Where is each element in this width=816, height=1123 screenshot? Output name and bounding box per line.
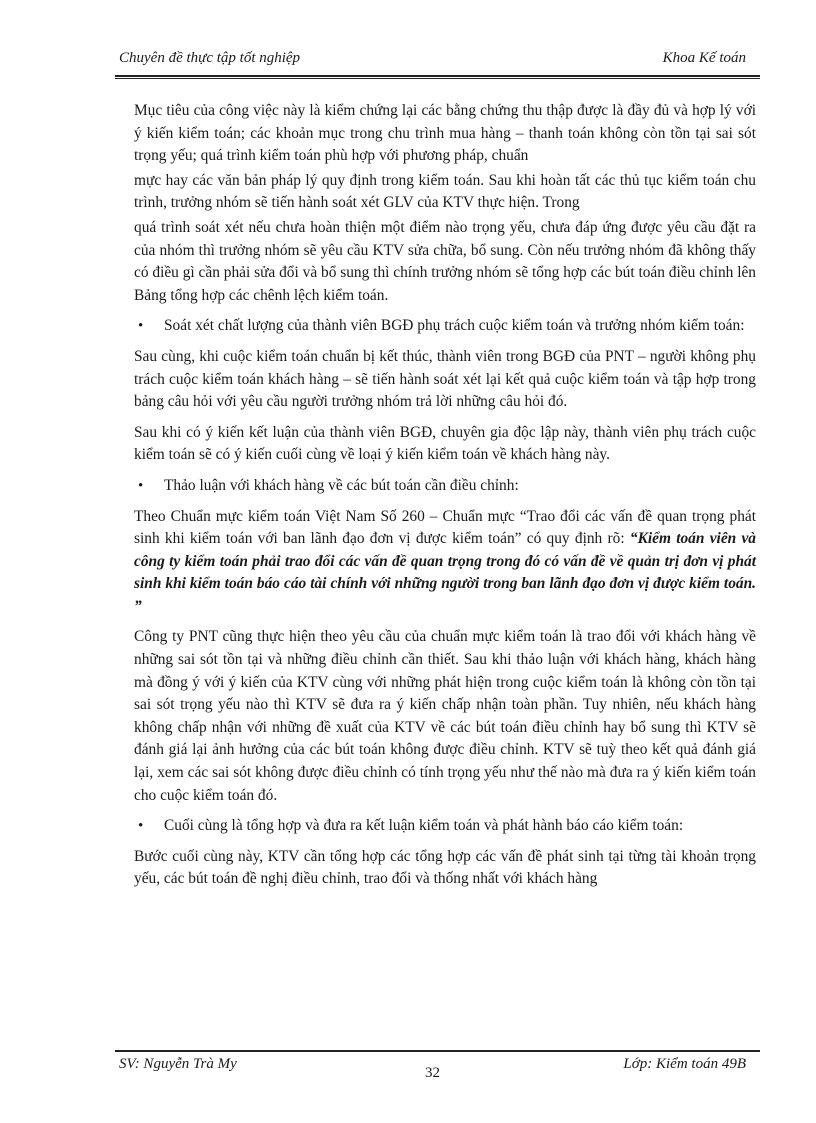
bullet-text: Thảo luận với khách hàng về các bút toán cần điều chỉnh:: [164, 476, 519, 494]
header-rule: [115, 75, 760, 77]
paragraph-4: [116, 506, 756, 619]
paragraph-1a: Mục tiêu của công việc này là kiểm chứng lại các bằng chứng thu thập được là đầy đủ và hợp lý với ý kiến kiểm toán; các khoản mục trong chu trình mua hàng – thanh toán không còn tồn tại sai sót trọng yếu; quá trình kiểm toán phù hợp với phương pháp, chuẩn: [134, 102, 756, 165]
header-right-department: Khoa Kế toán: [662, 50, 746, 66]
bullet-item-conclusion: [116, 815, 756, 838]
footer-student-name: SV: Nguyễn Trà My: [119, 1056, 237, 1072]
bullet-icon: •: [138, 477, 144, 494]
bullet-text: Cuối cùng là tổng hợp và đưa ra kết luận kiểm toán và phát hành báo cáo kiểm toán:: [164, 817, 684, 835]
bullet-icon: •: [138, 818, 144, 835]
paragraph-5: Công ty PNT cũng thực hiện theo yêu cầu của chuẩn mực kiểm toán là trao đổi với khách hàng về những sai sót tồn tại và những điều chỉnh cần thiết. Sau khi thảo luận với khách hàng, khách hàng mà đồng ý với ý kiến của KTV cùng với những phát hiện trong cuộc kiểm toán là không còn tồn tại sai sót trọng yếu nào thì KTV sẽ đưa ra ý kiến chấp nhận toàn phần. Tuy nhiên, nếu khách hàng không chấp nhận với những đề xuất của KTV về các bút toán điều chỉnh hay bổ sung thì KTV sẽ đánh giá lại ảnh hưởng của các bút toán không được điều chỉnh. KTV sẽ tuỳ theo kết quả đánh giá lại, xem các sai sót không được điều chỉnh có tính trọng yếu như thế nào mà đưa ra ý kiến kiểm toán cho cuộc kiểm toán đó.: [134, 628, 756, 804]
paragraph-4-text: Theo Chuẩn mực kiểm toán Việt Nam Số 260 – Chuẩn mực “Trao đổi các vấn đề quan trọng phát sinh khi kiểm toán với ban lãnh đạo đơn vị được kiểm toán” có quy định rõ:: [134, 507, 756, 548]
bullet-item-review: [116, 315, 756, 338]
footer-class: Lớp: Kiểm toán 49B: [623, 1056, 746, 1072]
header-rule-thin: [115, 78, 760, 79]
paragraph-2: Sau cùng, khi cuộc kiểm toán chuẩn bị kết thúc, thành viên trong BGĐ của PNT – người không phụ trách cuộc kiểm toán khách hàng – sẽ tiến hành soát xét lại kết quả cuộc kiểm toán và tập hợp trong bảng câu hỏi với yêu cầu người trưởng nhóm trả lời những câu hỏi đó.: [134, 347, 756, 411]
standard-quote: “Kiểm toán viên và công ty kiểm toán phải trao đổi các vấn đề quan trọng trong đó có vấn đề về quản trị đơn vị phát sinh khi kiểm toán báo cáo tài chính với những người trong ban lãnh đạo đơn vị được kiểm toán. ”: [134, 530, 756, 615]
document-body: [116, 100, 756, 899]
page-header: [115, 48, 760, 74]
page-number: 32: [425, 1065, 440, 1081]
bullet-text: Soát xét chất lượng của thành viên BGĐ phụ trách cuộc kiểm toán và trưởng nhóm kiểm toán:: [164, 317, 745, 335]
page-footer: [115, 1056, 760, 1086]
footer-rule: [115, 1050, 760, 1052]
bullet-icon: •: [138, 318, 144, 335]
paragraph-6: Bước cuối cùng này, KTV cần tổng hợp các tổng hợp các vấn đề phát sinh tại từng tài khoản trọng yếu, các bút toán đề nghị điều chỉnh, trao đổi và thống nhất với khách hàng: [134, 847, 756, 888]
header-left-title: Chuyên đề thực tập tốt nghiệp: [119, 50, 301, 66]
paragraph-1c: quá trình soát xét nếu chưa hoàn thiện một điểm nào trọng yếu, chưa đáp ứng được yêu cầu đặt ra của nhóm thì trưởng nhóm sẽ yêu cầu KTV sửa chữa, bổ sung. Còn nếu trưởng nhóm đã không thấy có điều gì cần phải sửa đổi và bổ sung thì chính trưởng nhóm sẽ tổng hợp các bút toán điều chỉnh lên Bảng tổng hợp các chênh lệch kiểm toán.: [134, 218, 756, 304]
paragraph-3: Sau khi có ý kiến kết luận của thành viên BGĐ, chuyên gia độc lập này, thành viên phụ trách cuộc kiểm toán sẽ có ý kiến cuối cùng về loại ý kiến kiểm toán về khách hàng này.: [134, 423, 756, 464]
bullet-item-discussion: [116, 475, 756, 498]
paragraph-1b: mực hay các văn bản pháp lý quy định trong kiểm toán. Sau khi hoàn tất các thủ tục kiểm toán chu trình, trưởng nhóm sẽ tiến hành soát xét GLV của KTV thực hiện. Trong: [134, 171, 756, 212]
